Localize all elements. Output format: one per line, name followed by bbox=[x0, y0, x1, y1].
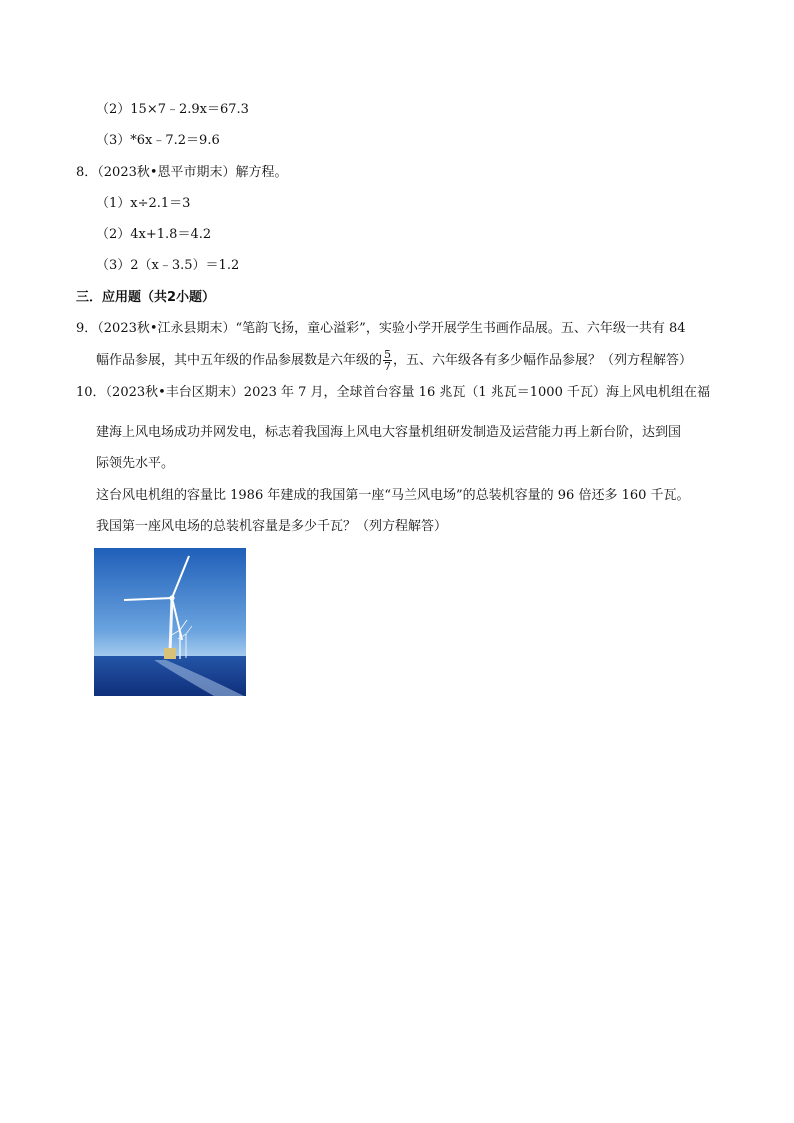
problem9-line2-before: 幅作品参展，其中五年级的作品参展数是六年级的 bbox=[96, 353, 383, 368]
problem7-item2: （2）15×7﹣2.9x＝67.3 bbox=[96, 102, 249, 117]
turbine-main-base bbox=[164, 648, 176, 659]
problem10-line2: 建海上风电场成功并网发电，标志着我国海上风电大容量机组研发制造及运营能力再上新台阶，达到国 bbox=[96, 425, 682, 440]
wind-turbine-photo bbox=[94, 548, 246, 696]
problem10-line5: 我国第一座风电场的总装机容量是多少千瓦？（列方程解答） bbox=[96, 519, 448, 534]
problem10-line1: 10．（2023秋•丰台区期末）2023 年 7 月，全球首台容量 16 兆瓦（1 兆瓦＝1000 千瓦）海上风电机组在福 bbox=[76, 385, 710, 400]
fraction-five-sevenths bbox=[383, 349, 392, 372]
section-title-applications: 三．应用题（共2小题） bbox=[76, 290, 216, 305]
problem8-header: 8．（2023秋•恩平市期末）解方程。 bbox=[76, 165, 288, 180]
problem7-item3: （3）*6x﹣7.2＝9.6 bbox=[96, 133, 220, 148]
problem8-item3: （3）2（x﹣3.5）＝1.2 bbox=[96, 258, 240, 273]
problem9-line1: 9．（2023秋•江永县期末）“笔韵飞扬，童心溢彩”，实验小学开展学生书画作品展。五、六年级一共有 84 bbox=[76, 321, 686, 336]
turbine-main-hub bbox=[169, 595, 174, 600]
problem8-item2: （2）4x+1.8＝4.2 bbox=[96, 227, 212, 242]
fraction-denominator: 7 bbox=[384, 360, 392, 373]
problem10-line4: 这台风电机组的容量比 1986 年建成的我国第一座“马兰风电场”的总装机容量的 96 倍还多 160 千瓦。 bbox=[96, 488, 690, 503]
problem9-line2 bbox=[96, 349, 692, 372]
turbine-main-tower bbox=[170, 598, 172, 652]
problem8-item1: （1）x÷2.1＝3 bbox=[96, 196, 191, 211]
problem10-line3: 际领先水平。 bbox=[96, 456, 175, 471]
fraction-numerator: 5 bbox=[384, 348, 392, 361]
problem9-line2-after: ，五、六年级各有多少幅作品参展？（列方程解答） bbox=[393, 353, 693, 368]
